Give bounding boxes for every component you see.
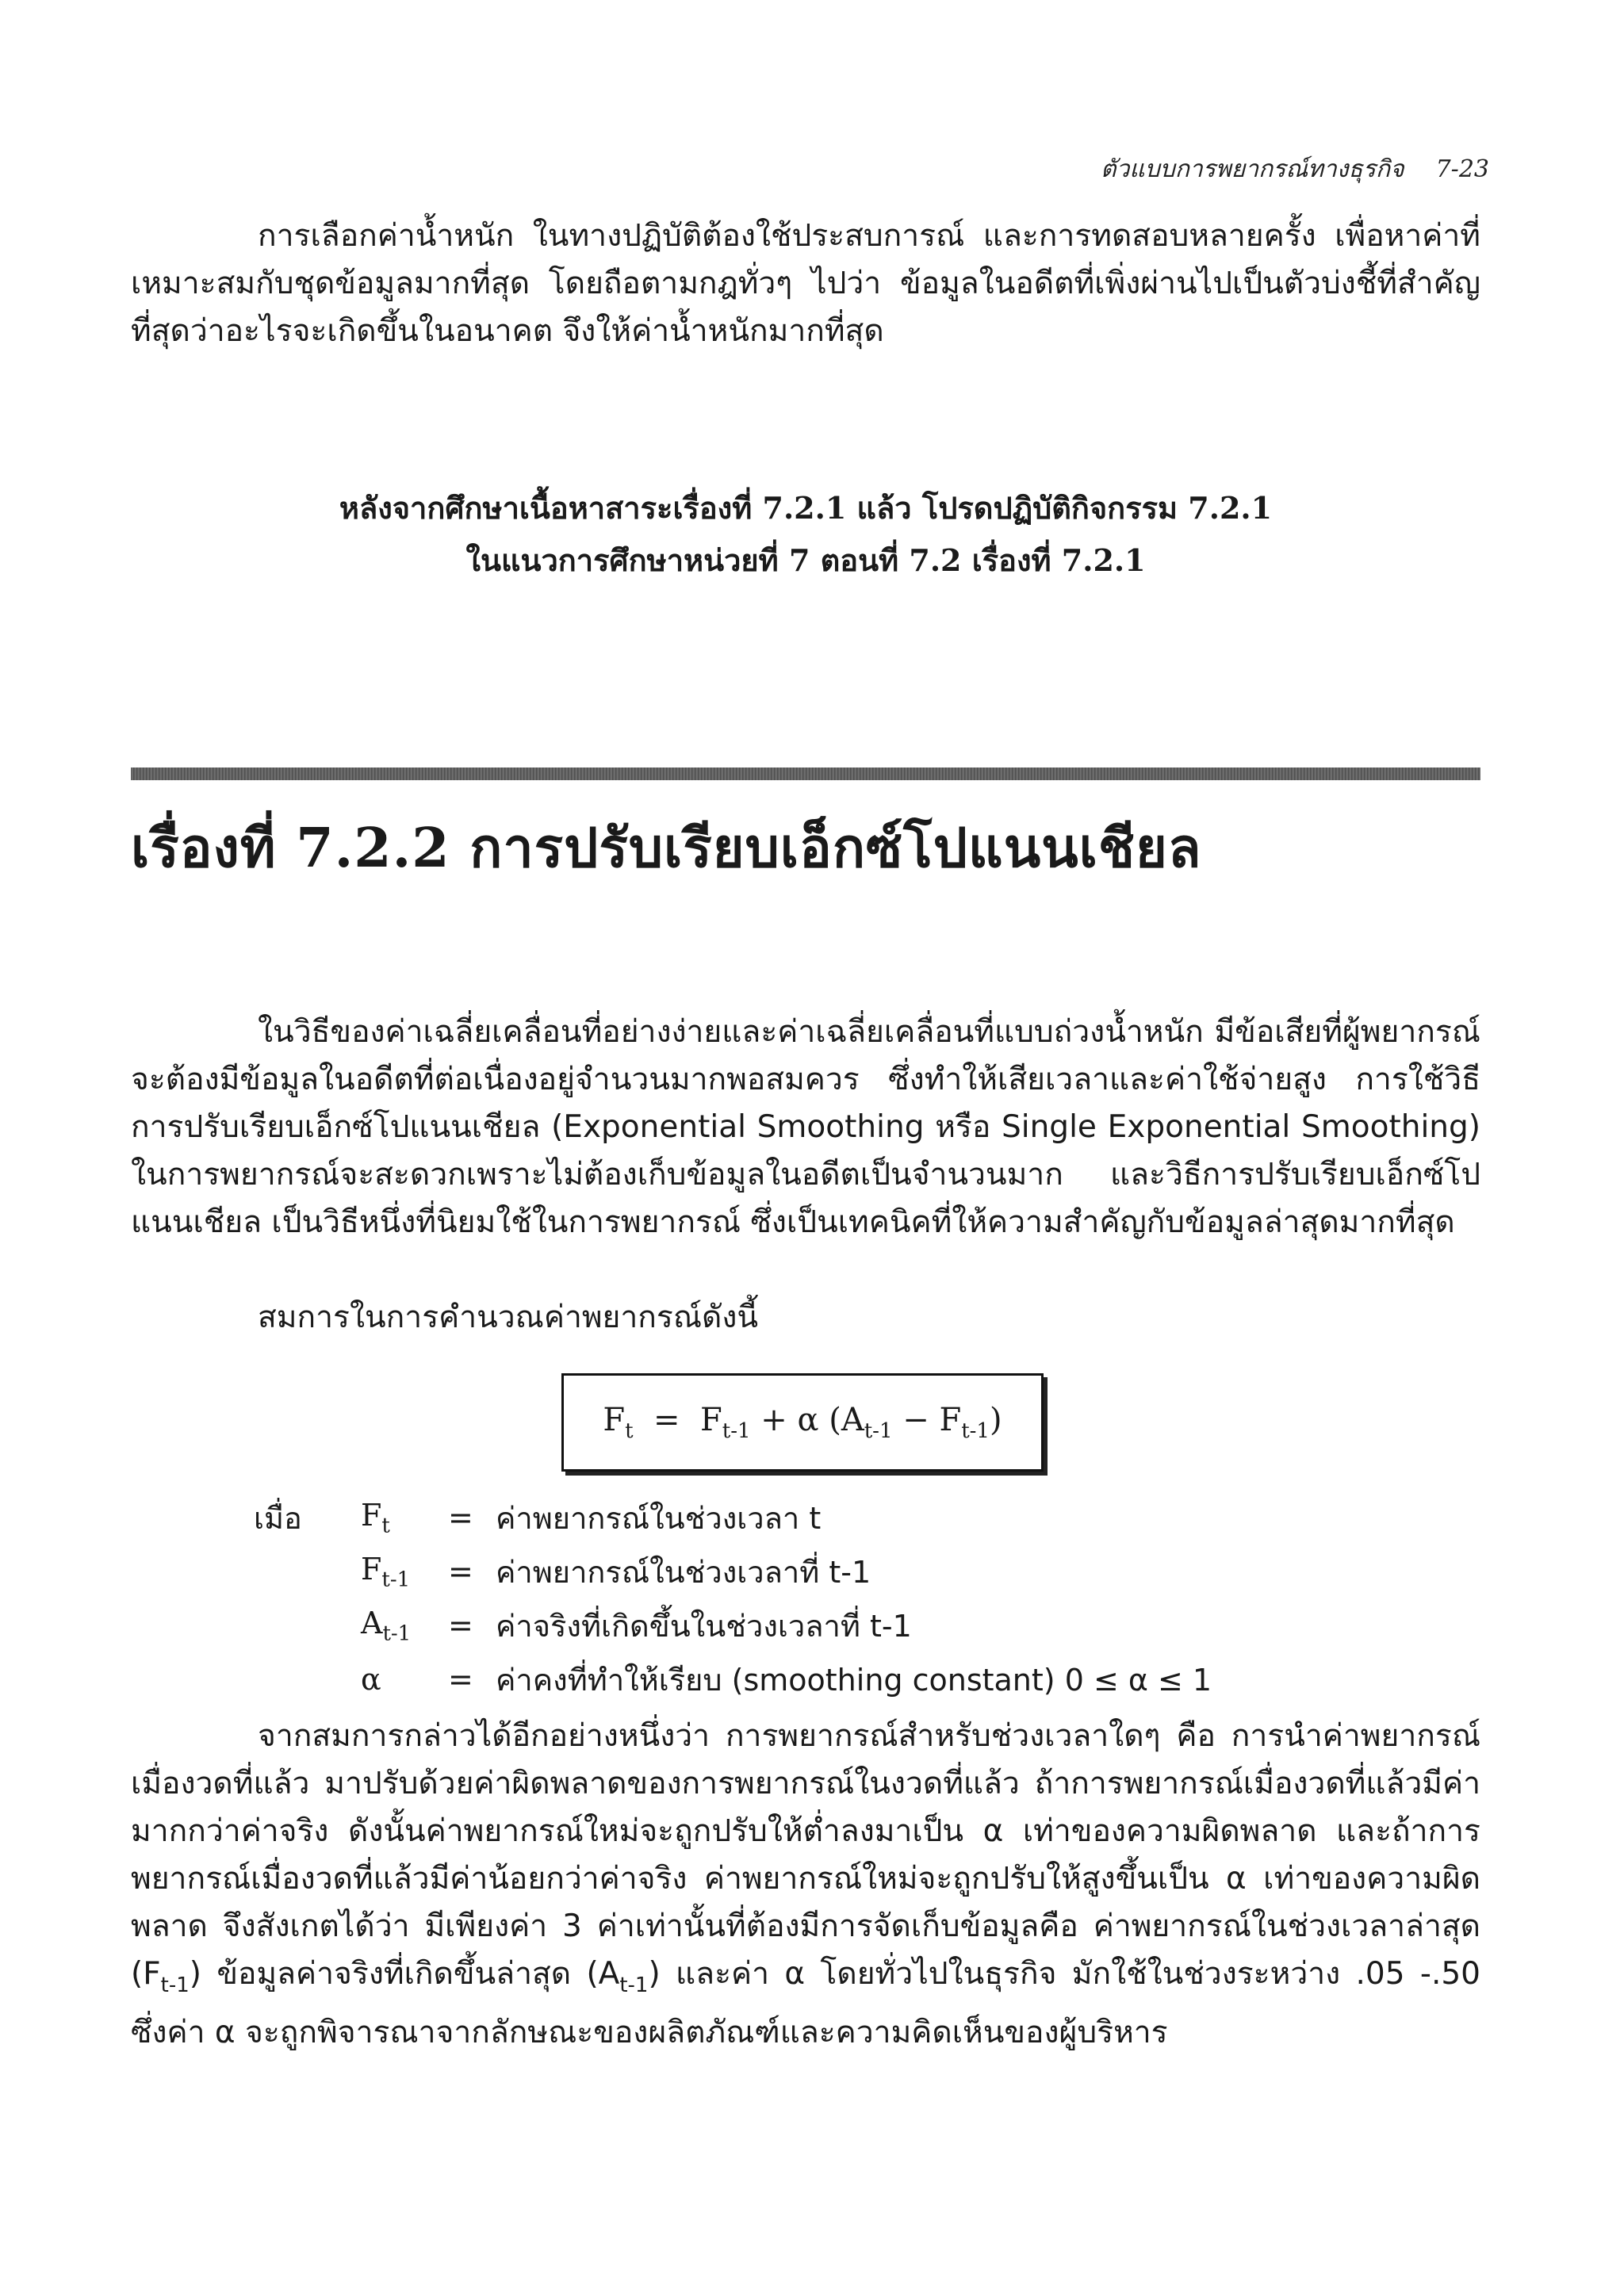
intro-paragraph: การเลือกค่าน้ำหนัก ในทางปฏิบัติต้องใช้ประสบการณ์ และการทดสอบหลายครั้ง เพื่อหาค่าที่เหมาะสมกับชุดข้อมูลมากที่สุด โดยถือตามกฎทั่วๆ ไปว่า ข้อมูลในอดีตที่เพิ่งผ่านไปเป็นตัวบ่งชี้ที่สำคัญที่สุดว่าอะไรจะเกิดขึ้นในอนาคต จึงให้ค่าน้ำหนักมากที่สุด [131,218,1480,349]
running-header [1101,151,1489,188]
instruction-line-1: หลังจากศึกษาเนื้อหาสาระเรื่องที่ 7.2.1 แล้ว โปรดปฏิบัติกิจกรรม 7.2.1 [339,490,1273,526]
where-label: เมื่อ [254,1500,302,1536]
body-paragraph: ในวิธีของค่าเฉลี่ยเคลื่อนที่อย่างง่ายและค่าเฉลี่ยเคลื่อนที่แบบถ่วงน้ำหนัก มีข้อเสียที่ผู้พยากรณ์จะต้องมีข้อมูลในอดีตที่ต่อเนื่องอยู่จำนวนมากพอสมควร ซึ่งทำให้เสียเวลาและค่าใช้จ่ายสูง การใช้วิธีการปรับเรียบเอ็กซ์โปแนนเชียล (Exponential Smoothing หรือ Single Exponential Smoothing) ในการพยากรณ์จะสะดวกเพราะไม่ต้องเก็บข้อมูลในอดีตเป็นจำนวนมาก และวิธีการปรับเรียบเอ็กซ์โปแนนเชียล เป็นวิธีหนึ่งที่นิยมใช้ในการพยากรณ์ ซึ่งเป็นเทคนิคที่ให้ความสำคัญกับข้อมูลล่าสุดมากที่สุด [131,1014,1480,1240]
definition-row: $A_{t-1}$ = ค่าจริงที่เกิดขึ้นในช่วงเวลาที่ t-1 [361,1605,912,1646]
definition-row: $F_{t-1}$ = ค่าพยากรณ์ในช่วงเวลาที่ t-1 [361,1551,871,1592]
book-title: ตัวแบบการพยากรณ์ทางธุรกิจ [1100,155,1404,183]
formula: $F_t = F_{t-1} + \alpha$ $(A_{t-1} - F_{t-1})$ [603,1402,1002,1443]
formula-box [561,1373,1044,1472]
definitions [254,1491,1212,1706]
conclusion-paragraph: จากสมการกล่าวได้อีกอย่างหนึ่งว่า การพยากรณ์สำหรับช่วงเวลาใดๆ คือ การนำค่าพยากรณ์เมื่องวดที่แล้ว มาปรับด้วยค่าผิดพลาดของการพยากรณ์ในงวดที่แล้ว ถ้าการพยากรณ์เมื่องวดที่แล้วมีค่ามากกว่าค่าจริง ดังนั้นค่าพยากรณ์ใหม่จะถูกปรับให้ต่ำลงมาเป็น α เท่าของความผิดพลาด และถ้าการพยากรณ์เมื่องวดที่แล้วมีค่าน้อยกว่าค่าจริง ค่าพยากรณ์ใหม่จะถูกปรับให้สูงขึ้นเป็น α เท่าของความผิดพลาด จึงสังเกตได้ว่า มีเพียงค่า 3 ค่าเท่านั้นที่ต้องมีการจัดเก็บข้อมูลคือ ค่าพยากรณ์ในช่วงเวลาล่าสุด $(F_{t-1})$ ข้อมูลค่าจริงที่เกิดขึ้นล่าสุด $(A_{t-1})$ และค่า α โดยทั่วไปในธุรกิจ มักใช้ในช่วงระหว่าง .05 -.50 ซึ่งค่า α จะถูกพิจารณาจากลักษณะของผลิตภัณฑ์และความคิดเห็นของผู้บริหาร [131,1718,1480,2050]
definition-row: เมื่อ $F_t$ = ค่าพยากรณ์ในช่วงเวลา t [254,1491,1212,1545]
page-number: 7-23 [1435,155,1489,183]
section-heading: เรื่องที่ 7.2.2 การปรับเรียบเอ็กซ์โปแนนเชียล [131,817,1202,880]
section-divider [131,768,1480,780]
definition-row: α = ค่าคงที่ทำให้เรียบ (smoothing constant) 0 ≤ α ≤ 1 [361,1662,1212,1698]
instruction-line-2: ในแนวการศึกษาหน่วยที่ 7 ตอนที่ 7.2 เรื่องที่ 7.2.1 [465,542,1146,578]
formula-intro: สมการในการคำนวณค่าพยากรณ์ดังนี้ [258,1300,759,1335]
activity-instruction [131,482,1480,587]
